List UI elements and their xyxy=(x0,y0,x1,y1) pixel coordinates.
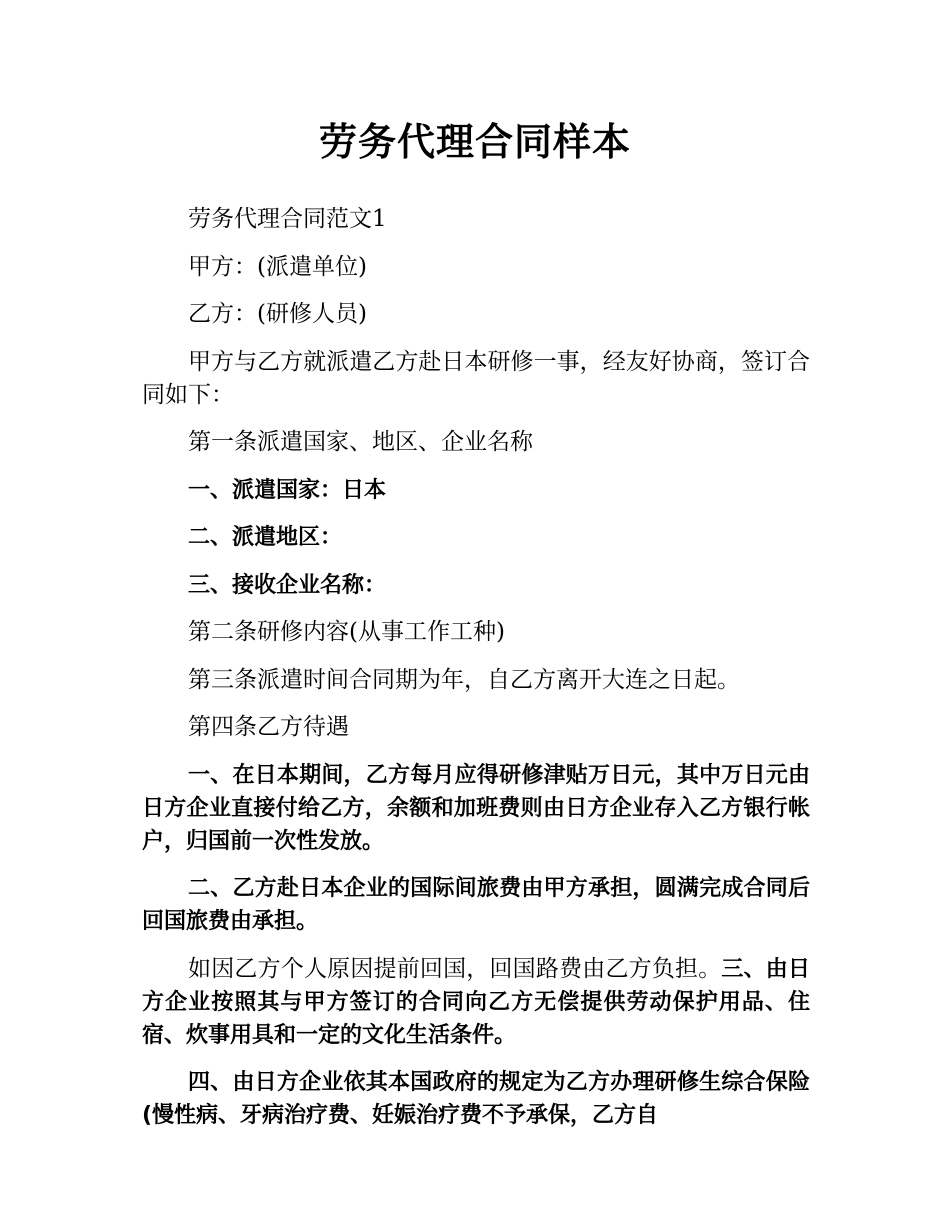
paragraph-article-3: 第三条派遣时间合同期为年，自乙方离开大连之日起。 xyxy=(188,666,740,693)
paragraph-early-return-normal: 如因乙方个人原因提前回国，回国路费由乙方负担。 xyxy=(188,955,722,982)
paragraph-region: 二、派遣地区： xyxy=(188,525,343,550)
paragraph-company: 三、接收企业名称： xyxy=(188,572,387,598)
paragraph-early-return xyxy=(142,953,810,1052)
paragraph-heading: 劳务代理合同范文1 xyxy=(188,206,387,232)
document-title: 劳务代理合同样本 xyxy=(318,120,631,164)
document-body xyxy=(142,203,810,1147)
paragraph-insurance: 四、由日方企业依其本国政府的规定为乙方办理研修生综合保险(慢性病、牙病治疗费、妊娠治疗费不予承保，乙方自 xyxy=(142,1070,810,1128)
paragraph-allowance: 一、在日本期间，乙方每月应得研修津贴万日元，其中万日元由日方企业直接付给乙方，余额和加班费则由日方企业存入乙方银行帐户，归国前一次性发放。 xyxy=(142,762,810,854)
paragraph-country: 一、派遣国家：日本 xyxy=(188,477,387,503)
paragraph-early-return-bold: 三、由日方企业按照其与甲方签订的合同向乙方无偿提供劳动保护用品、住宿、炊事用具和一定的文化生活条件。 xyxy=(142,956,810,1048)
paragraph-article-2: 第二条研修内容(从事工作工种) xyxy=(188,619,505,645)
paragraph-article-4: 第四条乙方待遇 xyxy=(188,714,349,740)
paragraph-intro: 甲方与乙方就派遣乙方赴日本研修一事，经友好协商，签订合同如下： xyxy=(142,348,810,408)
paragraph-party-a: 甲方：(派遣单位) xyxy=(188,253,367,280)
paragraph-article-1: 第一条派遣国家、地区、企业名称 xyxy=(188,429,533,455)
paragraph-party-b: 乙方：(研修人员) xyxy=(188,301,367,327)
paragraph-travel: 二、乙方赴日本企业的国际间旅费由甲方承担，圆满完成合同后回国旅费由承担。 xyxy=(142,876,810,934)
